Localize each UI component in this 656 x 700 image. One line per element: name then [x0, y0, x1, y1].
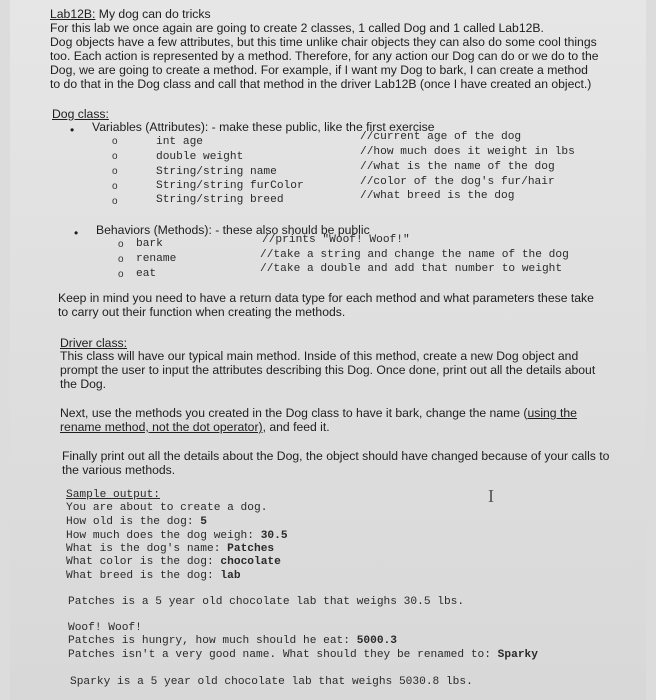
circle-bullet-icon: o: [112, 181, 118, 192]
driver-next-underline: rename method, not the dot operator): [60, 420, 263, 434]
sample-line: Patches isn't a very good name. What should they be renamed to: Sparky: [68, 649, 538, 661]
driver-line: This class will have our typical main method. Inside of this method, create a new Dog object and: [60, 349, 579, 363]
sample-line: What breed is the dog: lab: [66, 570, 241, 582]
circle-bullet-icon: o: [112, 166, 118, 177]
variable-comment: //how much does it weight in lbs: [360, 146, 575, 158]
variable-comment: //what breed is the dog: [360, 190, 515, 202]
sample-line: What color is the dog: chocolate: [66, 556, 281, 568]
sample-line: Patches is hungry, how much should he eat: 5000.3: [68, 635, 397, 647]
sample-summary: Patches is a 5 year old chocolate lab that weighs 30.5 lbs.: [68, 596, 465, 608]
driver-next-line: [60, 407, 577, 421]
variable-comment: //what is the name of the dog: [360, 161, 555, 173]
behavior-comment: //take a double and add that number to weight: [260, 263, 563, 275]
intro-line: Dog, we are going to create a method. For example, if I want my Dog to bark, I can create a method: [50, 63, 588, 77]
sample-woof: Woof! Woof!: [68, 622, 142, 634]
circle-bullet-icon: o: [112, 136, 118, 147]
note-line: Keep in mind you need to have a return data type for each method and what parameters these take: [58, 291, 594, 305]
intro-line: Dog objects have a few attributes, but this time unlike chair objects they can also do some cool things: [50, 35, 597, 49]
title-rest: My dog can do tricks: [95, 7, 211, 21]
circle-bullet-icon: o: [112, 196, 118, 207]
variables-header: Variables (Attributes): - make these public, like the first exercise: [92, 120, 435, 134]
variable-code: int age: [156, 136, 203, 148]
dog-class-heading: Dog class:: [52, 107, 109, 121]
intro-line: to do that in the Dog class and call that method in the driver Lab12B (once I have created an object.): [50, 77, 592, 91]
behavior-code: rename: [136, 253, 177, 265]
variable-comment: //current age of the dog: [360, 131, 522, 143]
driver-line: prompt the user to input the attributes describing this Dog. Once done, print out all the details about: [60, 363, 596, 377]
document-page: [10, 0, 646, 700]
circle-bullet-icon: o: [118, 269, 124, 280]
text-cursor-icon: I: [488, 486, 494, 506]
sample-line: You are about to create a dog.: [66, 502, 268, 514]
driver-class-heading: Driver class:: [60, 336, 128, 350]
variable-code: double weight: [156, 151, 244, 163]
circle-bullet-icon: o: [118, 239, 124, 250]
driver-final-line: the various methods.: [62, 463, 176, 477]
behavior-comment: //prints "Woof! Woof!": [262, 234, 410, 246]
driver-next-underline: using the: [527, 406, 577, 420]
driver-next-line: [60, 421, 330, 435]
behavior-code: bark: [136, 238, 163, 250]
variable-code: String/string breed: [156, 194, 284, 206]
title-lab: Lab12B:: [50, 7, 96, 21]
note-line: to carry out their function when creating the methods.: [58, 305, 346, 319]
driver-final-line: Finally print out all the details about the Dog, the object should have changed because of your calls to: [62, 449, 610, 463]
sample-line: What is the dog's name: Patches: [66, 543, 275, 555]
driver-next-text: Next, use the methods you created in the Dog class to have it bark, change the name (: [60, 406, 528, 420]
bullet-icon: •: [70, 123, 75, 137]
behavior-code: eat: [136, 268, 157, 280]
intro-line: too. Each action is represented by a method. Therefore, for any action our Dog can do or we do to the: [50, 49, 599, 63]
variable-code: String/string furColor: [156, 180, 304, 192]
intro-line: For this lab we once again are going to create 2 classes, 1 called Dog and 1 called Lab12B.: [50, 21, 544, 35]
circle-bullet-icon: o: [112, 151, 118, 162]
sample-summary: Sparky is a 5 year old chocolate lab that weighs 5030.8 lbs.: [70, 676, 473, 688]
circle-bullet-icon: o: [118, 254, 124, 265]
variable-comment: //color of the dog's fur/hair: [360, 176, 555, 188]
bullet-icon: •: [74, 226, 79, 240]
sample-output-header: Sample output:: [66, 489, 160, 501]
driver-line: the Dog.: [60, 377, 107, 391]
driver-next-text: , and feed it.: [262, 420, 330, 434]
sample-line: How much does the dog weigh: 30.5: [66, 530, 288, 542]
behaviors-header: Behaviors (Methods): - these also should be public: [96, 223, 370, 237]
sample-line: How old is the dog: 5: [66, 516, 207, 528]
page-title: [50, 8, 211, 22]
behavior-comment: //take a string and change the name of the dog: [260, 249, 569, 261]
variable-code: String/string name: [156, 166, 277, 178]
